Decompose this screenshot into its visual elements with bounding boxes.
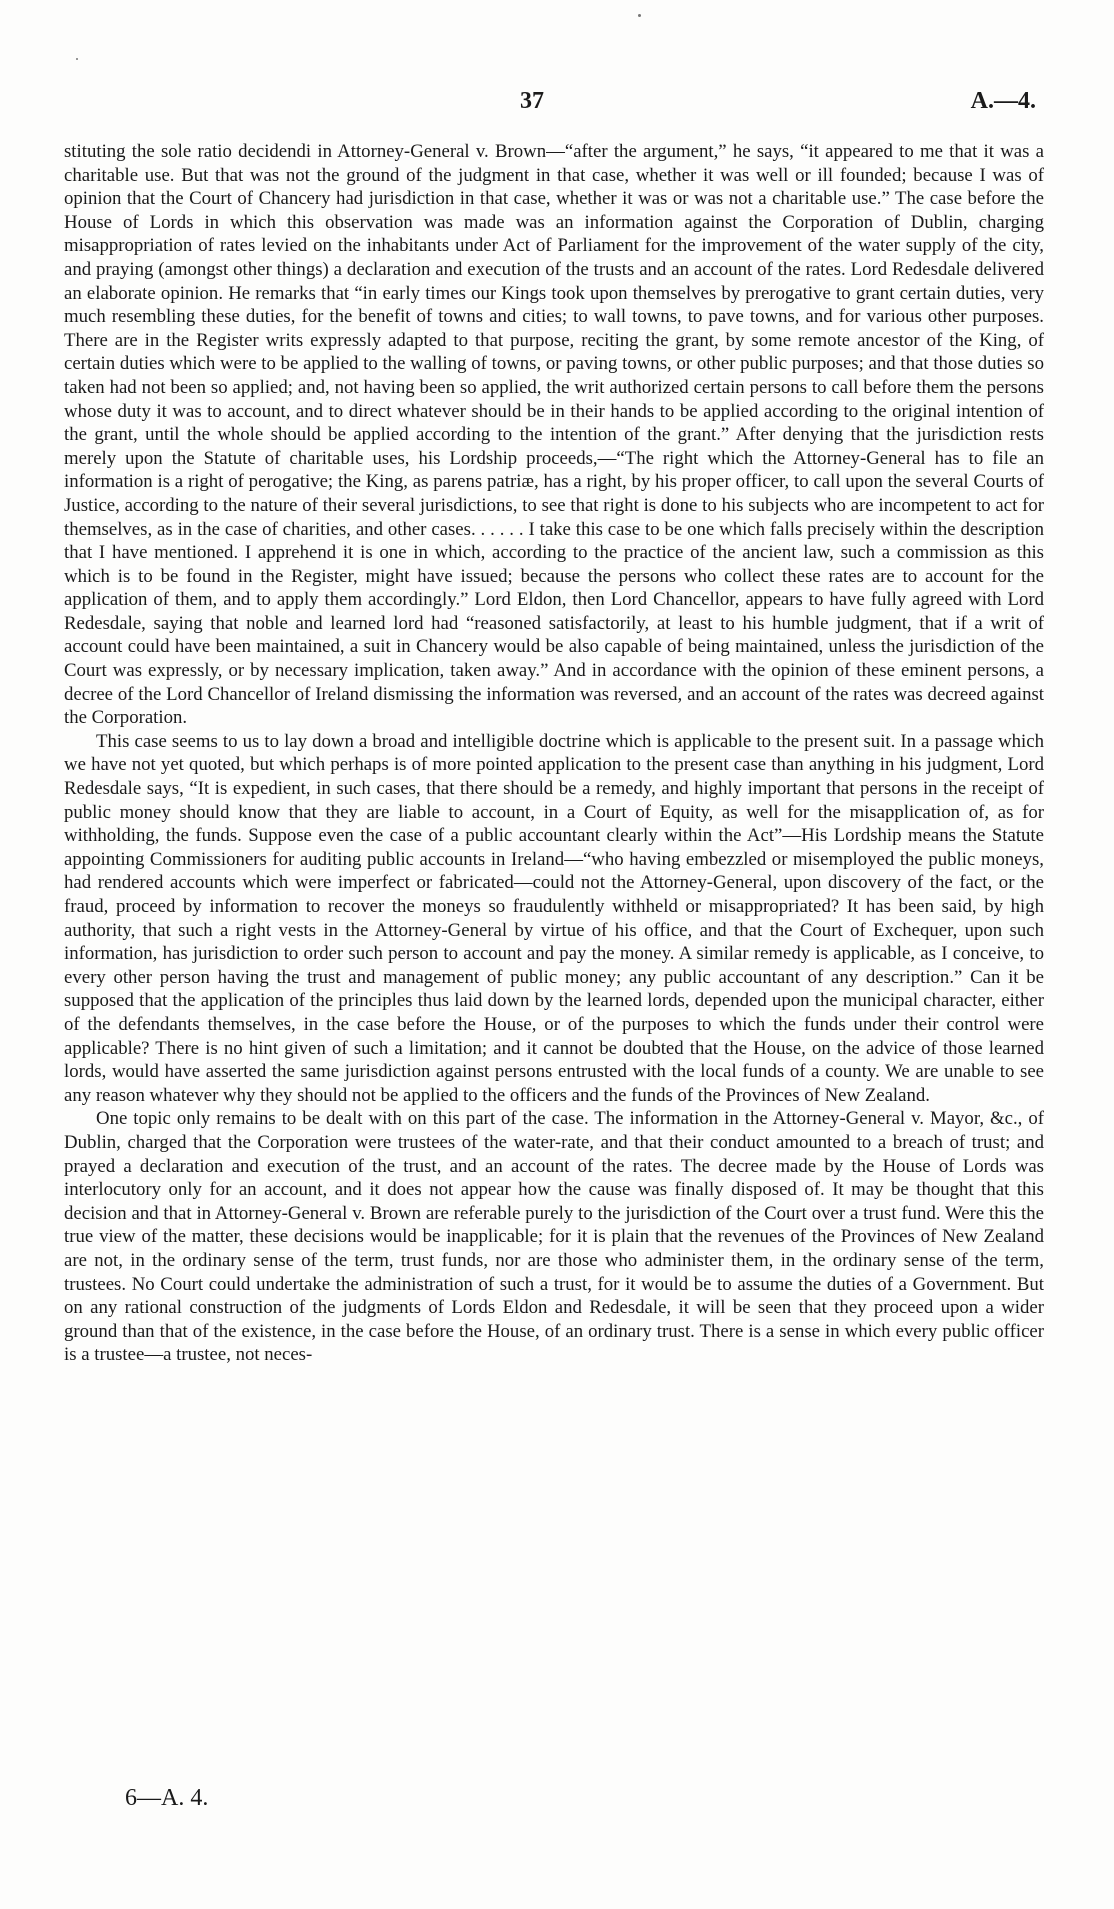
print-speck [638,14,641,17]
paper-reference: A.—4. [970,88,1036,114]
signature-mark: 6—A. 4. [125,1785,209,1811]
print-speck [76,58,78,60]
page-number: 37 [520,88,544,114]
paragraph: stituting the sole ratio decidendi in Attorney-General v. Brown—“after the argument,” he says, “it appeared to me that it was a charitable use. But that was not the ground of the judgment in that case, whether it was well or ill founded; because I was of opinion that the Court of Chancery had jurisdiction in that case, whether it was or was not a charitable use.” The case before the House of Lords in which this observation was made was an information against the Corporation of Dublin, charging misappropriation of rates levied on the inhabitants under Act of Parliament for the improvement of the water supply of the city, and praying (amongst other things) a declaration and execution of the trusts and an account of the rates. Lord Redesdale delivered an elaborate opinion. He remarks that “in early times our Kings took upon themselves by prerogative to grant certain duties, very much resembling these duties, for the benefit of towns and cities; to wall towns, to pave towns, and for various other purposes. There are in the Register writs expressly adapted to that purpose, reciting the grant, by some remote ancestor of the King, of certain duties which were to be applied to the walling of towns, or paving towns, or other public purposes; and that those duties so taken had not been so applied; and, not having been so applied, the writ authorized certain persons to call before them the persons whose duty it was to account, and to direct whatever should be in their hands to be applied according to the original intention of the grant, until the whole should be applied according to the intention of the grant.” After denying that the jurisdiction rests merely upon the Statute of charitable uses, his Lordship proceeds,—“The right which the Attorney-General has to file an information is a right of perogative; the King, as parens patriæ, has a right, by his proper officer, to call upon the several Courts of Justice, according to the nature of their several jurisdictions, to see that right is done to his subjects who are incompetent to act for themselves, as in the case of charities, and other cases. . . . . . I take this case to be one which falls precisely within the description that I have mentioned. I apprehend it is one in which, according to the practice of the ancient law, such a commission as this which is to be found in the Register, might have issued; because the persons who collect these rates are to account for the application of them, and to apply them accordingly.” Lord Eldon, then Lord Chancellor, appears to have fully agreed with Lord Redesdale, saying that noble and learned lord had “reasoned satisfactorily, at least to his humble judgment, that if a writ of account could have been maintained, a suit in Chancery would be also capable of being maintained, unless the jurisdiction of the Court was expressly, or by necessary implication, taken away.” And in accordance with the opinion of these eminent persons, a decree of the Lord Chancellor of Ireland dismissing the information was reversed, and an account of the rates was decreed against the Corporation. [64,141,1044,729]
paragraph: This case seems to us to lay down a broad and intelligible doctrine which is applicable to the present suit. In a passage which we have not yet quoted, but which perhaps is of more pointed application to the present case than anything in his judgment, Lord Redesdale says, “It is expedient, in such cases, that there should be a remedy, and highly important that persons in the receipt of public money should know that they are liable to account, in a Court of Equity, as well for the misapplication of, as for withholding, the funds. Suppose even the case of a public accountant clearly within the Act”—His Lordship means the Statute appointing Commissioners for auditing public accounts in Ireland—“who having embezzled or misemployed the public moneys, had rendered accounts which were imperfect or fabricated—could not the Attorney-General, upon discovery of the fact, or the fraud, proceed by information to recover the moneys so fraudulently withheld or misappropriated? It has been said, by high authority, that such a right vests in the Attorney-General by virtue of his office, and that the Court of Exchequer, upon such information, has jurisdiction to order such person to account and pay the money. A similar remedy is applicable, as I conceive, to every other person having the trust and management of public money; any public accountant of any description.” Can it be supposed that the application of the principles thus laid down by the learned lords, depended upon the municipal character, either of the defendants themselves, in the case before the House, or of the purposes to which the funds under their control were applicable? There is no hint given of such a limitation; and it cannot be doubted that the House, on the advice of those learned lords, would have asserted the same jurisdiction against persons entrusted with the local funds of a county. We are unable to see any reason whatever why they should not be applied to the officers and the funds of the Provinces of New Zealand. [64,730,1044,1106]
paragraph: One topic only remains to be dealt with on this part of the case. The information in the Attorney-General v. Mayor, &c., of Dublin, charged that the Corporation were trustees of the water-rate, and that their conduct amounted to a breach of trust; and prayed a declaration and execution of the trust, and an account of the rates. The decree made by the House of Lords was interlocutory only for an account, and it does not appear how the cause was finally disposed of. It may be thought that this decision and that in Attorney-General v. Brown are referable purely to the jurisdiction of the Court over a trust fund. Were this the true view of the matter, these decisions would be inapplicable; for it is plain that the revenues of the Provinces of New Zealand are not, in the ordinary sense of the term, trust funds, nor are those who administer them, in the ordinary sense of the term, trustees. No Court could undertake the administration of such a trust, for it would be to assume the duties of a Government. But on any rational construction of the judgments of Lords Eldon and Redesdale, it will be seen that they proceed upon a wider ground than that of the existence, in the case before the House, of an ordinary trust. There is a sense in which every public officer is a trustee—a trustee, not neces- [64,1108,1044,1366]
body-text [64,140,1044,1367]
